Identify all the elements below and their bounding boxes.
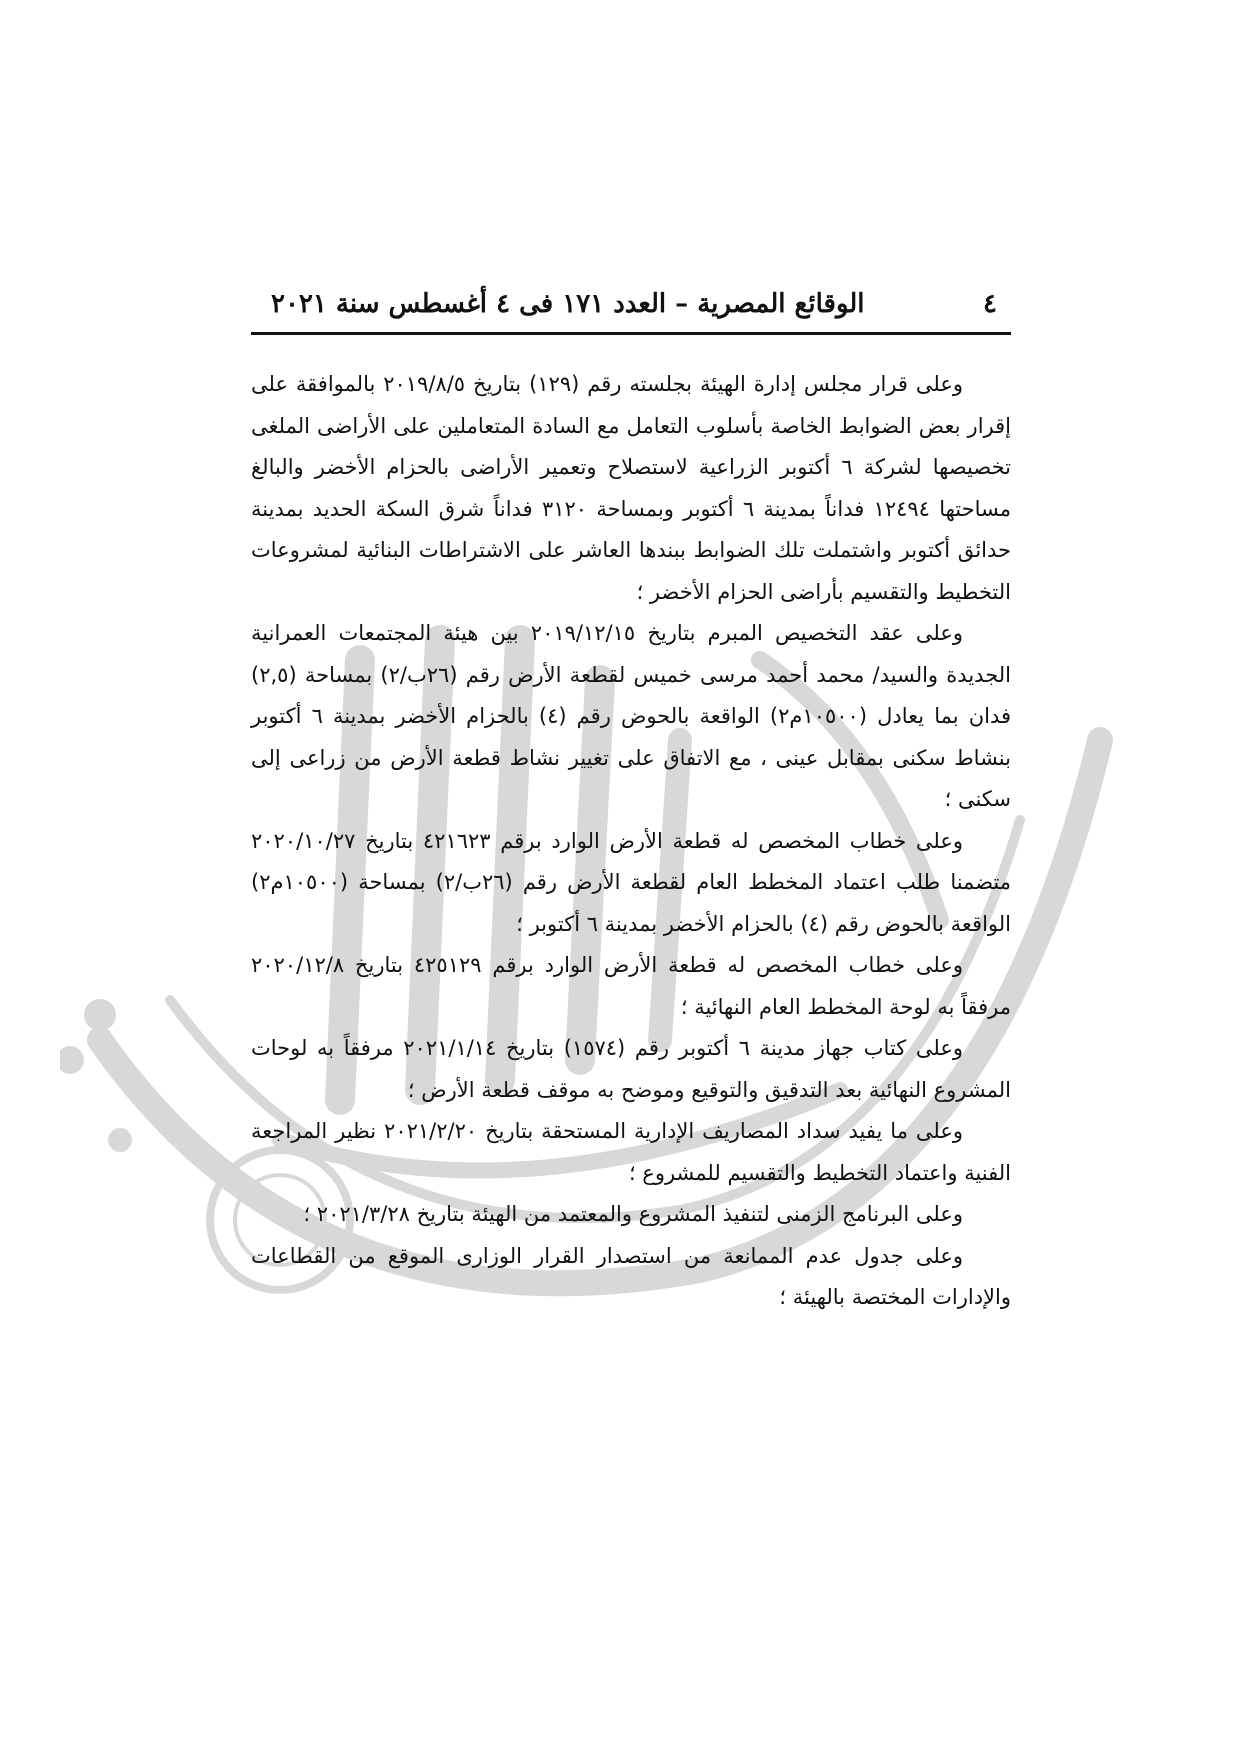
page-number: ٤ <box>983 289 997 319</box>
gazette-title: الوقائع المصرية – العدد ١٧١ فى ٤ أغسطس سنة ٢٠٢١ <box>271 289 865 319</box>
paragraph: وعلى ما يفيد سداد المصاريف الإدارية المستحقة بتاريخ ٢٠٢١/٢/٢٠ نظير المراجعة الفنية واعتماد التخطيط والتقسيم للمشروع ؛ <box>251 1119 1011 1185</box>
paragraph: وعلى البرنامج الزمنى لتنفيذ المشروع والمعتمد من الهيئة بتاريخ ٢٠٢١/٣/٢٨ ؛ <box>303 1202 963 1226</box>
paragraph: وعلى خطاب المخصص له قطعة الأرض الوارد برقم ٤٢١٦٢٣ بتاريخ ٢٠٢٠/١٠/٢٧ متضمنا طلب اعتماد المخطط العام لقطعة الأرض رقم (٢٦ب/٢) بمساحة (١٠٥٠٠م٢) الواقعة بالحوض رقم (٤) بالحزام الأخضر بمدينة ٦ أكتوبر ؛ <box>251 828 1011 936</box>
paragraph: وعلى كتاب جهاز مدينة ٦ أكتوبر رقم (١٥٧٤) بتاريخ ٢٠٢١/١/١٤ مرفقاً به لوحات المشروع النهائية بعد التدقيق والتوقيع وموضح به موقف قطعة الأرض ؛ <box>251 1036 1011 1102</box>
document-body <box>251 364 1011 1319</box>
paragraph: وعلى جدول عدم الممانعة من استصدار القرار الوزارى الموقع من القطاعات والإدارات المختصة بالهيئة ؛ <box>251 1243 1011 1309</box>
paragraph: وعلى قرار مجلس إدارة الهيئة بجلسته رقم (١٢٩) بتاريخ ٢٠١٩/٨/٥ بالموافقة على إقرار بعض الضوابط الخاصة بأسلوب التعامل مع السادة المتعاملين على الأراضى الملغى تخصيصها لشركة ٦ أكتوبر الزراعية لاستصلاح وتعمير الأراضى بالحزام الأخضر والبالغ مساحتها ١٢٤٩٤ فداناً بمدينة ٦ أكتوبر وبمساحة ٣١٢٠ فداناً شرق السكة الحديد بمدينة حدائق أكتوبر واشتملت تلك الضوابط ببندها العاشر على الاشتراطات البنائية لمشروعات التخطيط والتقسيم بأراضى الحزام الأخضر ؛ <box>251 372 1012 604</box>
page-header <box>251 276 1011 335</box>
paragraph: وعلى خطاب المخصص له قطعة الأرض الوارد برقم ٤٢٥١٢٩ بتاريخ ٢٠٢٠/١٢/٨ مرفقاً به لوحة المخطط العام النهائية ؛ <box>251 953 1011 1019</box>
paragraph: وعلى عقد التخصيص المبرم بتاريخ ٢٠١٩/١٢/١٥ بين هيئة المجتمعات العمرانية الجديدة والسيد/ محمد أحمد مرسى خميس لقطعة الأرض رقم (٢٦ب/٢) بمساحة (٢,٥) فدان بما يعادل (١٠٥٠٠م٢) الواقعة بالحوض رقم (٤) بالحزام الأخضر بمدينة ٦ أكتوبر بنشاط سكنى بمقابل عينى ، مع الاتفاق على تغيير نشاط قطعة الأرض من زراعى إلى سكنى ؛ <box>251 621 1012 811</box>
